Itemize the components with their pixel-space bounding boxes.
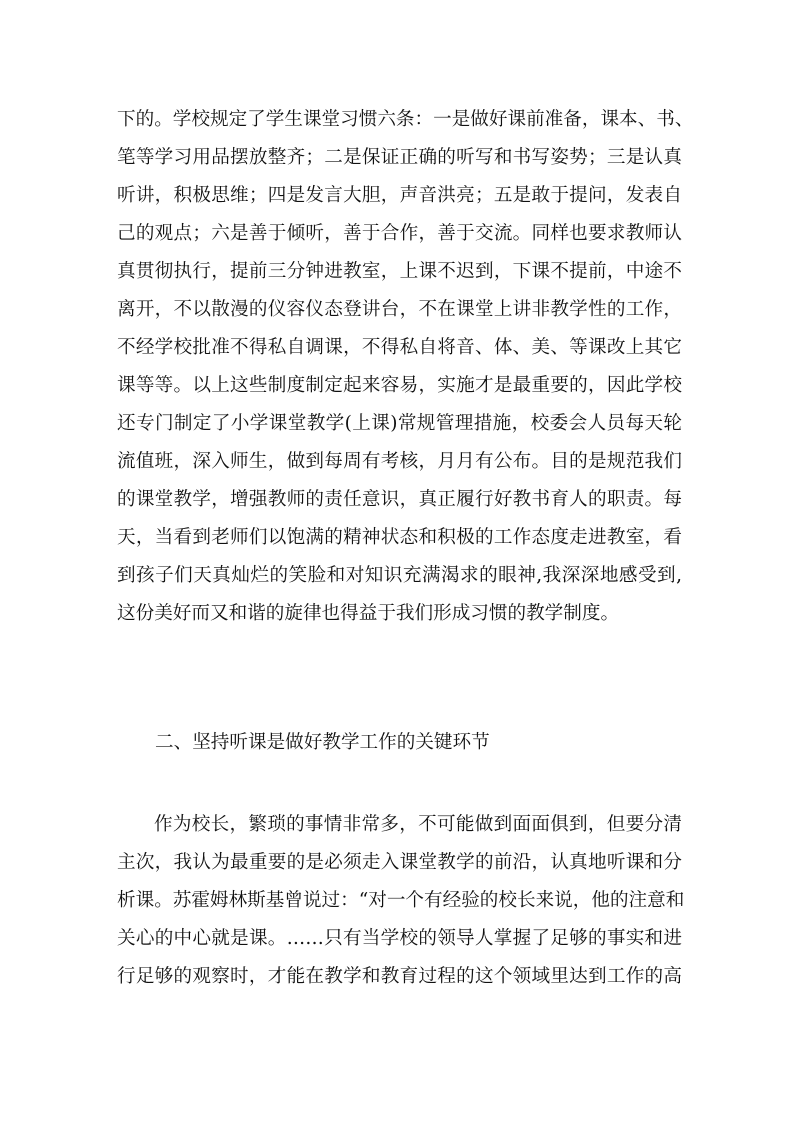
- text-line: 天，当看到老师们以饱满的精神状态和积极的工作态度走进教室，看: [117, 527, 682, 548]
- text-line: 己的观点；六是善于倾听，善于合作，善于交流。同样也要求教师认: [117, 223, 682, 244]
- text-line: 不经学校批准不得私自调课，不得私自将音、体、美、等课改上其它: [117, 337, 682, 358]
- text-line: 流值班，深入师生，做到每周有考核，月月有公布。目的是规范我们: [117, 451, 682, 472]
- text-line: 真贯彻执行，提前三分钟进教室，上课不迟到，下课不提前，中途不: [117, 261, 682, 282]
- paragraph-lesson-observation: [117, 806, 685, 996]
- text-line: 主次，我认为最重要的是必须走入课堂教学的前沿，认真地听课和分: [117, 852, 682, 873]
- text-line: 听讲，积极思维；四是发言大胆，声音洪亮；五是敢于提问，发表自: [117, 185, 682, 206]
- text-line: 笔等学习用品摆放整齐；二是保证正确的听写和书写姿势；三是认真: [117, 147, 682, 168]
- text-line: 到孩子们天真灿烂的笑脸和对知识充满渴求的眼神,我深深地感受到,: [117, 565, 682, 586]
- text-line: 的课堂教学，增强教师的责任意识，真正履行好教书育人的职责。每: [117, 489, 682, 510]
- section-heading: 二、坚持听课是做好教学工作的关键环节: [155, 732, 490, 753]
- text-line: 行足够的观察时，才能在教学和教育过程的这个领域里达到工作的高: [117, 966, 682, 987]
- text-line: 析课。苏霍姆林斯基曾说过：“对一个有经验的校长来说，他的注意和: [117, 890, 685, 911]
- text-line: 这份美好而又和谐的旋律也得益于我们形成习惯的教学制度。: [117, 603, 620, 624]
- text-line: 关心的中心就是课。……只有当学校的领导人掌握了足够的事实和进: [117, 928, 682, 949]
- paragraph-regulations: [117, 101, 694, 633]
- text-line: 作为校长，繁琐的事情非常多，不可能做到面面俱到，但要分清: [154, 814, 682, 835]
- text-line: 课等等。以上这些制度制定起来容易，实施才是最重要的，因此学校: [117, 375, 682, 396]
- text-line: 下的。学校规定了学生课堂习惯六条：一是做好课前准备，课本、书、: [117, 109, 694, 130]
- text-line: 离开，不以散漫的仪容仪态登讲台，不在课堂上讲非教学性的工作，: [117, 299, 682, 320]
- text-line: 还专门制定了小学课堂教学(上课)常规管理措施，校委会人员每天轮: [117, 413, 682, 434]
